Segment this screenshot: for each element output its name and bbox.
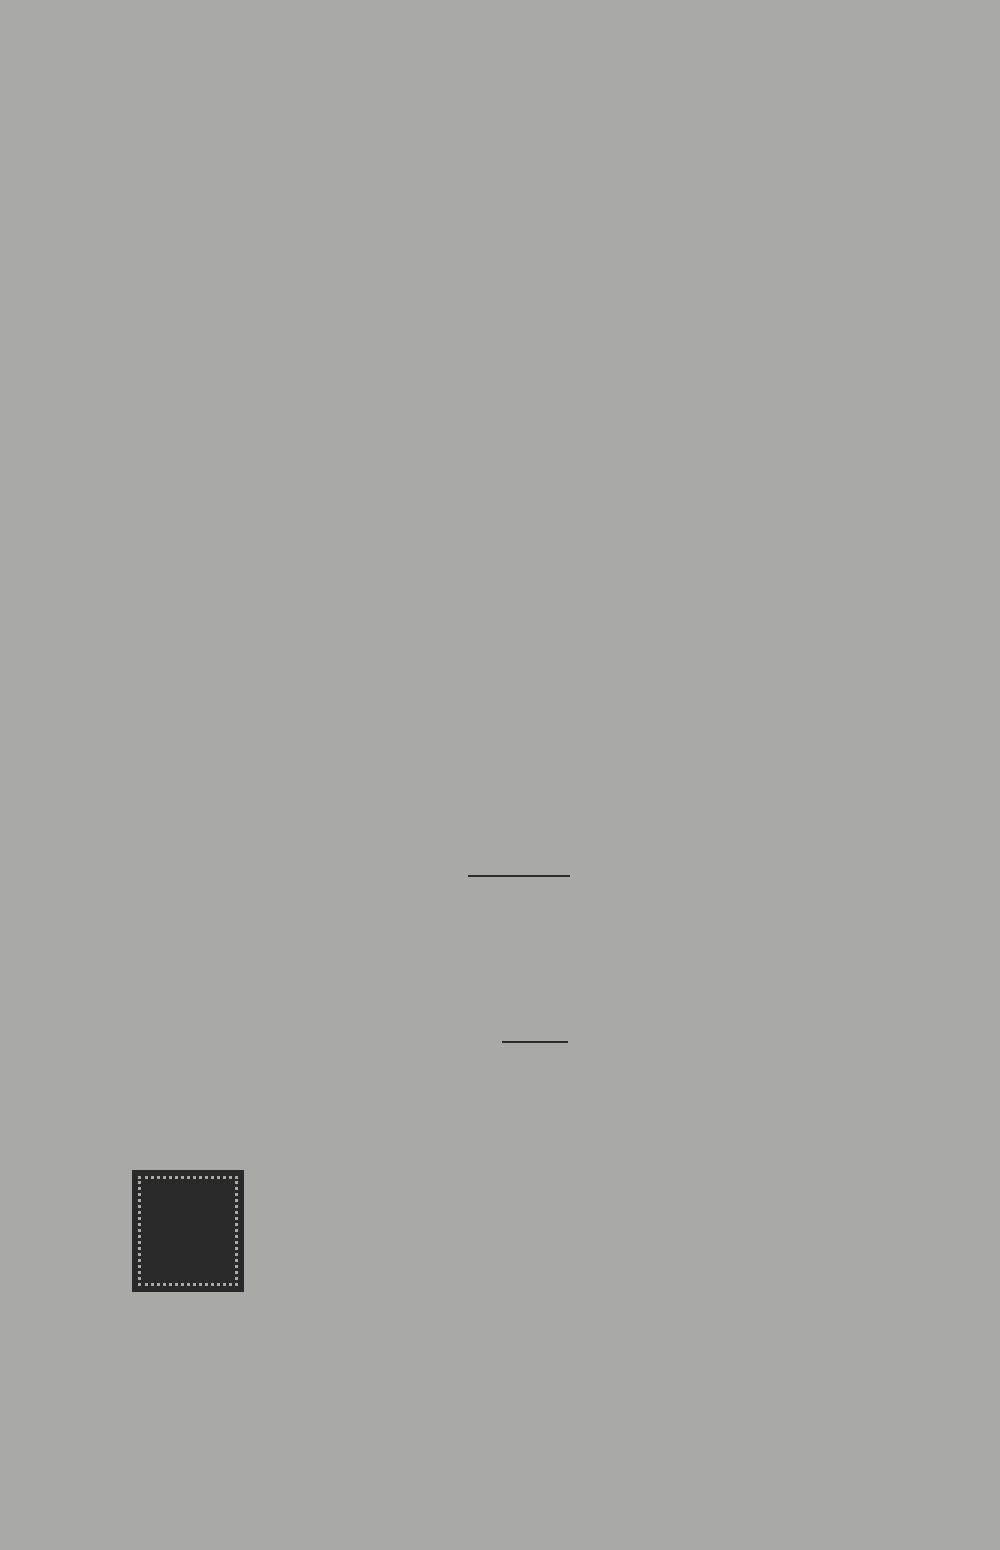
- text-line: [135, 499, 940, 533]
- text-line: [135, 534, 940, 568]
- text-line: [135, 568, 940, 602]
- epigraph: [260, 1067, 900, 1187]
- text-line: [135, 224, 940, 258]
- text-line: [135, 327, 940, 361]
- section-divider: [468, 875, 570, 877]
- text-line: [135, 430, 940, 464]
- paragraph-1: [135, 155, 940, 396]
- text-line: [135, 637, 940, 671]
- text-line: [135, 258, 940, 292]
- text-line: [135, 189, 940, 223]
- text-line: [135, 396, 940, 430]
- epigraph-line: [260, 1157, 900, 1187]
- epigraph-line: [260, 1127, 900, 1157]
- heading-rule: [502, 1041, 568, 1043]
- text-line: [135, 293, 940, 327]
- epigraph-line: [260, 1067, 900, 1097]
- paragraph-2: [135, 396, 940, 671]
- text-line: [135, 361, 940, 395]
- text-line: [135, 465, 940, 499]
- epigraph-line: [260, 1097, 900, 1127]
- text-line: [135, 155, 940, 189]
- text-line: [135, 602, 940, 636]
- drop-cap-ornament: [132, 1170, 244, 1292]
